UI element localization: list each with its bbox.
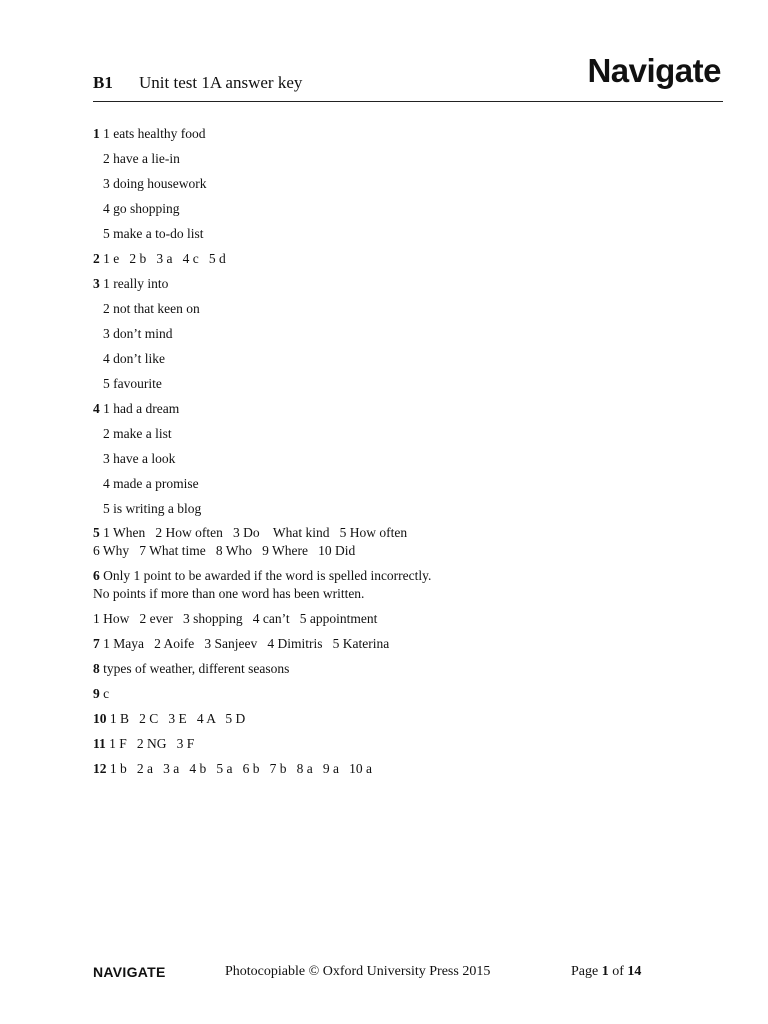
page-of: of [612, 964, 624, 979]
page-header [93, 52, 723, 102]
question-9 [93, 681, 723, 706]
question-10 [93, 706, 723, 731]
answer-item: 5 favourite [103, 376, 162, 391]
answer-item: 2 make a list [103, 426, 172, 441]
question-number: 10 [93, 711, 107, 726]
question-number: 12 [93, 761, 107, 776]
header-divider [93, 101, 723, 102]
answer-text: c [103, 686, 110, 701]
question-number: 2 [93, 251, 100, 266]
question-number: 11 [93, 736, 106, 751]
page-label: Page [571, 964, 599, 979]
question-number: 3 [93, 276, 100, 291]
answer-item: 1 really into [103, 276, 169, 291]
copyright-notice: Photocopiable © Oxford University Press 2015 [225, 964, 491, 979]
brand-logo: Navigate [587, 52, 721, 89]
question-6 [93, 567, 723, 631]
answer-text: 1 How 2 ever 3 shopping 4 can’t 5 appointment [93, 611, 378, 626]
answer-item: 5 is writing a blog [103, 501, 202, 516]
question-3 [93, 271, 723, 396]
page-footer [93, 962, 723, 984]
question-1 [93, 121, 723, 246]
question-number: 6 [93, 568, 100, 583]
answer-key-body [93, 121, 723, 781]
page-number [571, 964, 641, 980]
answer-item: 2 have a lie-in [103, 151, 180, 166]
question-5 [93, 524, 723, 560]
answer-text: 1 Maya 2 Aoife 3 Sanjeev 4 Dimitris 5 Katerina [103, 636, 390, 651]
answer-item: 3 don’t mind [103, 326, 173, 341]
question-number: 1 [93, 126, 100, 141]
answer-text: 1 b 2 a 3 a 4 b 5 a 6 b 7 b 8 a 9 a 10 a [109, 761, 372, 776]
marking-note: Only 1 point to be awarded if the word is spelled incorrectly. [103, 568, 432, 583]
question-number: 9 [93, 686, 100, 701]
answer-text: 6 Why 7 What time 8 Who 9 Where 10 Did [93, 543, 356, 558]
answer-text: types of weather, different seasons [103, 661, 290, 676]
page-current: 1 [601, 964, 609, 979]
question-number: 7 [93, 636, 100, 651]
level-label: B1 [93, 73, 113, 92]
footer-brand: NAVIGATE [93, 964, 166, 980]
answer-item: 3 doing housework [103, 176, 207, 191]
answer-item: 1 eats healthy food [103, 126, 206, 141]
answer-item: 2 not that keen on [103, 301, 200, 316]
answer-item: 4 go shopping [103, 201, 180, 216]
question-12 [93, 756, 723, 781]
question-number: 8 [93, 661, 100, 676]
question-number: 5 [93, 525, 100, 540]
question-11 [93, 731, 723, 756]
question-2 [93, 246, 723, 271]
answer-item: 5 make a to-do list [103, 226, 204, 241]
marking-note: No points if more than one word has been written. [93, 586, 365, 601]
question-7 [93, 631, 723, 656]
answer-text: 1 B 2 C 3 E 4 A 5 D [109, 711, 246, 726]
question-number: 4 [93, 401, 100, 416]
answer-text: 1 e 2 b 3 a 4 c 5 d [103, 251, 226, 266]
page-total: 14 [627, 964, 642, 979]
document-title: Unit test 1A answer key [139, 73, 303, 92]
answer-item: 4 made a promise [103, 476, 199, 491]
answer-text: 1 When 2 How often 3 Do What kind 5 How often [103, 525, 408, 540]
question-8 [93, 656, 723, 681]
answer-text: 1 F 2 NG 3 F [109, 736, 195, 751]
answer-item: 4 don’t like [103, 351, 165, 366]
question-4 [93, 396, 723, 521]
answer-item: 3 have a look [103, 451, 176, 466]
answer-item: 1 had a dream [103, 401, 180, 416]
